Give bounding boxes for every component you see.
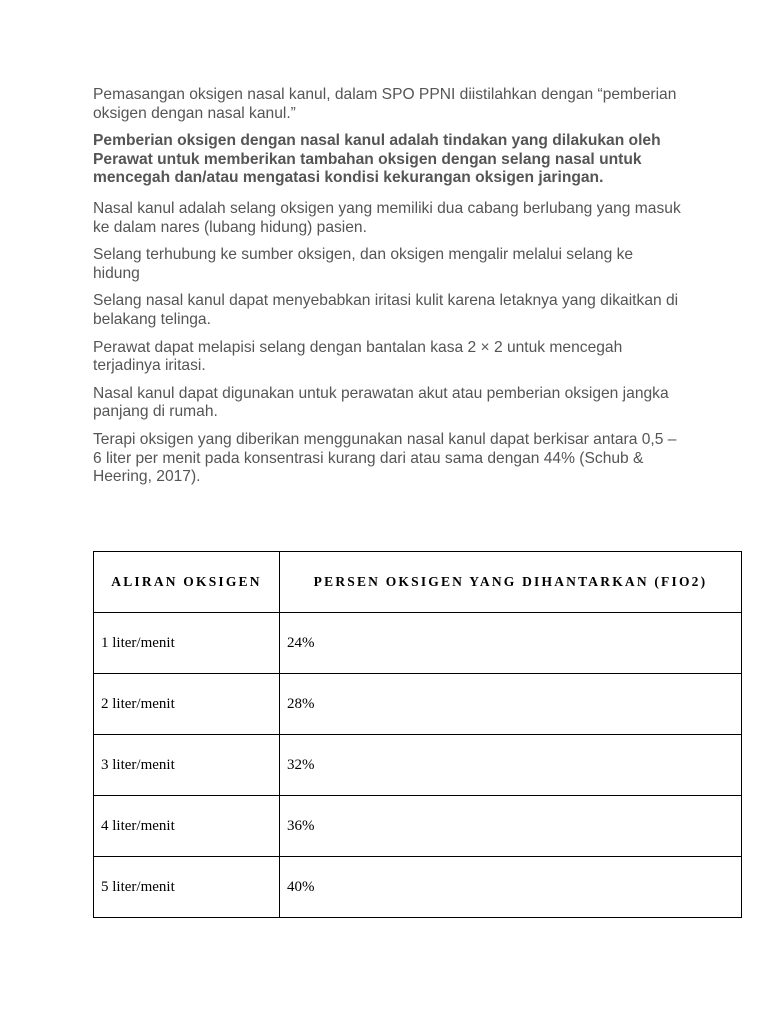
header-persen-oksigen: PERSEN OKSIGEN YANG DIHANTARKAN (FIO2) bbox=[280, 552, 742, 613]
percent-cell: 32% bbox=[280, 735, 742, 796]
document-body bbox=[93, 86, 683, 496]
percent-cell: 40% bbox=[280, 857, 742, 918]
paragraph: Nasal kanul adalah selang oksigen yang memiliki dua cabang berlubang yang masuk ke dalam nares (lubang hidung) pasien. bbox=[93, 199, 681, 236]
flow-cell: 1 liter/menit bbox=[94, 613, 280, 674]
header-aliran-oksigen: ALIRAN OKSIGEN bbox=[94, 552, 280, 613]
table-row bbox=[94, 613, 742, 674]
table-row bbox=[94, 796, 742, 857]
paragraph-intro: Pemasangan oksigen nasal kanul, dalam SPO PPNI diistilahkan dengan “pemberian oksigen dengan nasal kanul.” bbox=[93, 86, 677, 122]
flow-cell: 2 liter/menit bbox=[94, 674, 280, 735]
table-row bbox=[94, 857, 742, 918]
oxygen-flow-table bbox=[93, 551, 742, 918]
flow-cell: 4 liter/menit bbox=[94, 796, 280, 857]
paragraph: Nasal kanul dapat digunakan untuk perawatan akut atau pemberian oksigen jangka panjang di rumah. bbox=[93, 384, 669, 421]
paragraph: Selang terhubung ke sumber oksigen, dan oksigen mengalir melalui selang ke hidung bbox=[93, 246, 634, 282]
paragraph-definition: Pemberian oksigen dengan nasal kanul adalah tindakan yang dilakukan oleh Perawat untuk memberikan tambahan oksigen dengan selang nasal untuk mencegah dan/atau mengatasi kondisi kekurangan oksigen jaringan. bbox=[93, 132, 661, 187]
percent-cell: 24% bbox=[280, 613, 742, 674]
table-header-row bbox=[94, 552, 742, 613]
paragraph: Selang nasal kanul dapat menyebabkan iritasi kulit karena letaknya yang dikaitkan di belakang telinga. bbox=[93, 292, 679, 328]
percent-cell: 36% bbox=[280, 796, 742, 857]
percent-cell: 28% bbox=[280, 674, 742, 735]
flow-cell: 3 liter/menit bbox=[94, 735, 280, 796]
table-row bbox=[94, 735, 742, 796]
paragraph: Perawat dapat melapisi selang dengan bantalan kasa 2 × 2 untuk mencegah terjadinya iritasi. bbox=[93, 338, 623, 375]
table-row bbox=[94, 674, 742, 735]
paragraph: Terapi oksigen yang diberikan menggunakan nasal kanul dapat berkisar antara 0,5 – 6 liter per menit pada konsentrasi kurang dari atau sama dengan 44% (Schub & Heering, 2017). bbox=[93, 430, 677, 486]
flow-cell: 5 liter/menit bbox=[94, 857, 280, 918]
